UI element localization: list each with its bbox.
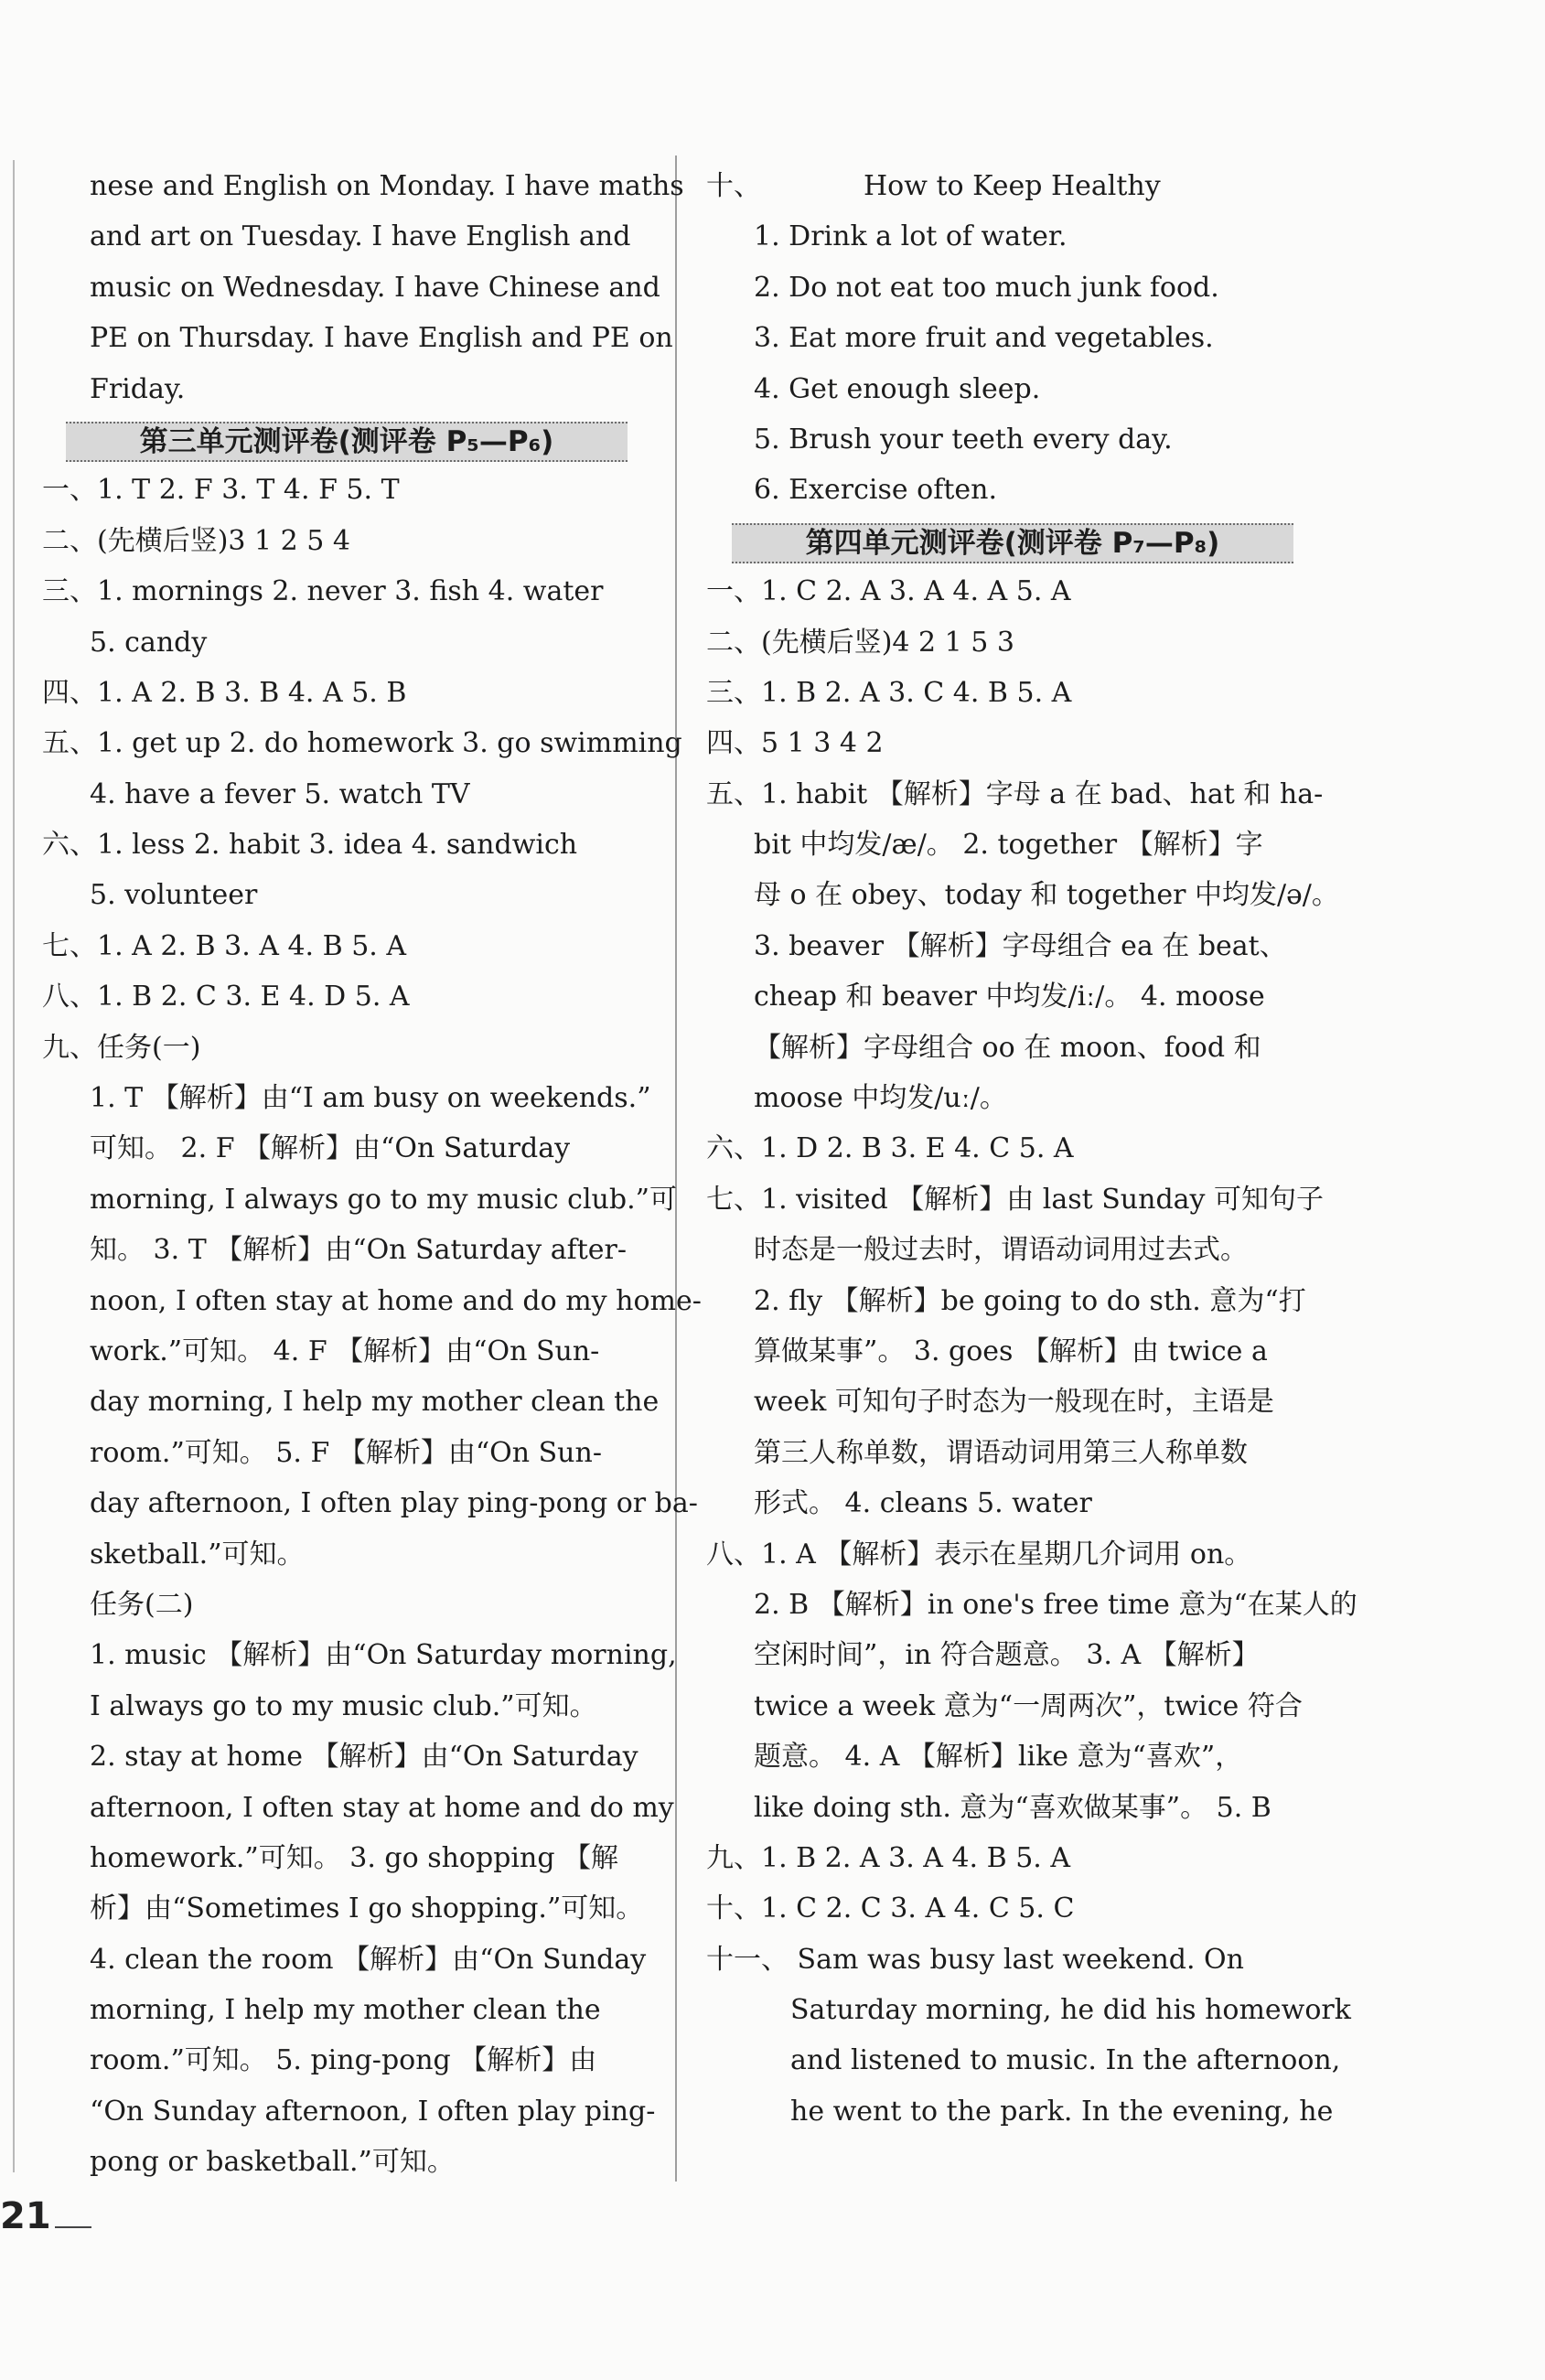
answer-text: and listened to music. In the afternoon, — [790, 2044, 1341, 2077]
answer-line — [42, 617, 657, 668]
answer-text: moose 中均发/uː/。 — [754, 1082, 1007, 1115]
answer-text: week 可知句子时态为一般现在时，主语是 — [754, 1386, 1274, 1419]
answer-text: day afternoon, I often play ping-pong or ba- — [90, 1487, 698, 1520]
answer-text: 八、1. B 2. C 3. E 4. D 5. A — [42, 981, 410, 1013]
answer-text: 【解析】字母组合 oo 在 moon、food 和 — [754, 1031, 1261, 1064]
answer-text: morning, I always go to my music club.”可 — [90, 1183, 677, 1216]
answer-line — [42, 1630, 677, 1680]
section-header: 第四单元测评卷(测评卷 P₇—P₈) — [732, 523, 1293, 563]
answer-text: 时态是一般过去时，谓语动词用过去式。 — [754, 1234, 1248, 1267]
answer-text: 六、1. D 2. B 3. E 4. C 5. A — [706, 1132, 1074, 1165]
answer-line — [42, 1123, 657, 1174]
answer-line — [42, 1783, 674, 1833]
answer-text: 九、1. B 2. A 3. A 4. B 5. A — [706, 1841, 1071, 1874]
answer-line — [42, 465, 657, 515]
answer-line — [42, 1225, 657, 1275]
answer-line — [42, 1883, 657, 1934]
answer-text: room.”可知。 5. F 【解析】由“On Sun- — [90, 1436, 602, 1469]
answer-text: Saturday morning, he did his homework — [790, 1994, 1351, 2027]
answer-text: 空闲时间”，in 符合题意。 3. A 【解析】 — [754, 1639, 1260, 1672]
answer-text: noon, I often stay at home and do my home- — [90, 1284, 702, 1317]
answer-text: 四、5 1 3 4 2 — [706, 727, 884, 760]
answer-line — [42, 313, 673, 363]
answer-text: 一、1. C 2. A 3. A 4. A 5. A — [706, 575, 1071, 608]
answer-text: 知。 3. T 【解析】由“On Saturday after- — [90, 1234, 628, 1267]
answer-text: Friday. — [90, 372, 186, 405]
column-divider — [675, 155, 677, 2182]
answer-text: day morning, I help my mother clean the — [90, 1386, 660, 1419]
answer-line — [42, 1529, 657, 1580]
answer-line — [42, 364, 657, 414]
answer-text: 一、1. T 2. F 3. T 4. F 5. T — [42, 474, 400, 507]
left-margin-rule — [13, 160, 15, 2172]
answer-line — [706, 718, 1328, 768]
answer-text: “On Sunday afternoon, I often play ping- — [90, 2095, 656, 2128]
answer-line — [706, 1529, 1328, 1580]
answer-line — [42, 1478, 698, 1528]
answer-text: 析】由“Sometimes I go shopping.”可知。 — [90, 1892, 644, 1925]
answer-text: 2. Do not eat too much junk food. — [754, 271, 1219, 304]
answer-line — [42, 211, 657, 262]
answer-line — [706, 364, 1328, 414]
answer-line — [42, 1833, 657, 1883]
answer-line — [706, 1681, 1328, 1731]
answer-text: 5. Brush your teeth every day. — [754, 423, 1173, 456]
answer-line — [706, 1023, 1328, 1073]
answer-line — [706, 1833, 1328, 1883]
answer-text: pong or basketball.”可知。 — [90, 2146, 455, 2179]
answer-line — [42, 668, 657, 718]
answer-text: and art on Tuesday. I have English and — [90, 220, 631, 253]
answer-text: 4. clean the room 【解析】由“On Sunday — [90, 1943, 647, 1976]
answer-text: 二、(先横后竖)3 1 2 5 4 — [42, 524, 350, 557]
answer-line — [706, 2035, 1341, 2085]
answer-text: 3. Eat more fruit and vegetables. — [754, 322, 1214, 355]
answer-line — [706, 263, 1328, 313]
answer-text: 题意。 4. A 【解析】like 意为“喜欢”， — [754, 1741, 1243, 1774]
answer-text: 十、1. C 2. C 3. A 4. C 5. C — [706, 1892, 1075, 1925]
answer-line — [706, 2086, 1334, 2137]
answer-line — [706, 820, 1328, 870]
answer-text: homework.”可知。 3. go shopping 【解 — [90, 1841, 619, 1874]
essay-title: How to Keep Healthy — [864, 170, 1161, 202]
answer-text: 可知。 2. F 【解析】由“On Saturday — [90, 1132, 571, 1165]
answer-text: sketball.”可知。 — [90, 1538, 305, 1571]
answer-line — [42, 718, 682, 768]
answer-line — [706, 1985, 1351, 2035]
answer-text: room.”可知。 5. ping-pong 【解析】由 — [90, 2044, 597, 2077]
answer-line — [706, 668, 1328, 718]
answer-line — [706, 870, 1339, 920]
answer-line — [706, 1073, 1328, 1123]
answer-line — [706, 1225, 1328, 1275]
answer-line — [42, 263, 660, 313]
answer-line — [706, 769, 1328, 820]
answer-text: 1. T 【解析】由“I am busy on weekends.” — [90, 1082, 651, 1115]
answer-text: 十、 — [706, 170, 761, 202]
answer-line — [42, 1377, 660, 1427]
answer-line — [42, 1023, 657, 1073]
answer-line — [42, 1326, 657, 1377]
answer-line — [42, 769, 657, 820]
answer-line — [706, 971, 1328, 1022]
answer-line — [706, 1174, 1328, 1225]
answer-text: 三、1. mornings 2. never 3. fish 4. water — [42, 575, 604, 608]
answer-line — [42, 820, 657, 870]
answer-line — [42, 1073, 657, 1123]
answer-text: work.”可知。 4. F 【解析】由“On Sun- — [90, 1335, 600, 1367]
answer-line — [42, 2035, 657, 2085]
answer-line — [42, 566, 657, 616]
answer-text: 6. Exercise often. — [754, 474, 997, 507]
answer-text: I always go to my music club.”可知。 — [90, 1689, 597, 1722]
answer-text: 3. beaver 【解析】字母组合 ea 在 beat、 — [754, 929, 1287, 962]
answer-text: 形式。 4. cleans 5. water — [754, 1487, 1092, 1520]
answer-line — [42, 1985, 657, 2035]
answer-line — [706, 566, 1328, 616]
answer-line — [706, 414, 1328, 465]
section-header-row — [706, 516, 1328, 566]
answer-line — [706, 1428, 1328, 1478]
answer-line — [42, 1174, 677, 1225]
answer-text: 第三人称单数，谓语动词用第三人称单数 — [754, 1436, 1248, 1469]
answer-line — [42, 1731, 657, 1782]
answer-text: 七、1. A 2. B 3. A 4. B 5. A — [42, 929, 407, 962]
answer-line — [706, 1783, 1328, 1833]
answer-line — [42, 2137, 657, 2187]
answer-line — [706, 1580, 1357, 1630]
answer-text: 1. Drink a lot of water. — [754, 220, 1068, 253]
answer-text: 2. fly 【解析】be going to do sth. 意为“打 — [754, 1284, 1306, 1317]
answer-text: nese and English on Monday. I have maths — [90, 170, 684, 202]
answer-line — [42, 1428, 657, 1478]
answer-line — [42, 2086, 657, 2137]
answer-text: 4. Get enough sleep. — [754, 372, 1041, 405]
section-header: 第三单元测评卷(测评卷 P₅—P₆) — [66, 422, 628, 462]
answer-text: 1. music 【解析】由“On Saturday morning, — [90, 1639, 677, 1672]
right-column — [706, 161, 1357, 2137]
answer-line — [706, 617, 1328, 668]
answer-line — [42, 516, 657, 566]
answer-text: 二、(先横后竖)4 2 1 5 3 — [706, 626, 1014, 659]
answer-text: cheap 和 beaver 中均发/iː/。 4. moose — [754, 981, 1265, 1013]
answer-text: 算做某事”。 3. goes 【解析】由 twice a — [754, 1335, 1268, 1367]
answer-text: 五、1. habit 【解析】字母 a 在 bad、hat 和 ha- — [706, 777, 1324, 810]
answer-line — [706, 1377, 1328, 1427]
answer-text: twice a week 意为“一周两次”，twice 符合 — [754, 1689, 1303, 1722]
answer-line — [706, 921, 1328, 971]
page-number: 21 — [0, 2195, 51, 2237]
answer-text: 5. candy — [90, 626, 208, 659]
answer-text: 五、1. get up 2. do homework 3. go swimming — [42, 727, 682, 760]
answer-line — [42, 971, 657, 1022]
answer-line — [42, 1935, 657, 1985]
answer-line — [706, 1935, 1328, 1985]
answer-line — [42, 161, 684, 211]
answer-line — [706, 313, 1328, 363]
answer-line — [706, 161, 1328, 211]
answer-line — [42, 1681, 657, 1731]
answer-text: like doing sth. 意为“喜欢做某事”。 5. B — [754, 1791, 1271, 1824]
page-number-dash — [55, 2226, 91, 2228]
answer-text: 八、1. A 【解析】表示在星期几介词用 on。 — [706, 1538, 1252, 1571]
answer-text: 5. volunteer — [90, 879, 258, 912]
answer-line — [706, 211, 1328, 262]
answer-line — [706, 1276, 1328, 1326]
answer-line — [42, 870, 657, 920]
answer-line — [42, 1276, 702, 1326]
answer-text: 六、1. less 2. habit 3. idea 4. sandwich — [42, 829, 578, 862]
answer-line — [706, 1478, 1328, 1528]
section-header-row — [42, 414, 657, 465]
answer-line — [42, 1580, 657, 1630]
answer-line — [706, 1326, 1328, 1377]
answer-text: afternoon, I often stay at home and do my — [90, 1791, 674, 1824]
answer-line — [42, 921, 657, 971]
answer-text: 三、1. B 2. A 3. C 4. B 5. A — [706, 676, 1072, 709]
answer-text: 九、任务(一) — [42, 1031, 201, 1064]
answer-line — [706, 1123, 1328, 1174]
answer-text: 2. stay at home 【解析】由“On Saturday — [90, 1741, 638, 1774]
answer-text: 四、1. A 2. B 3. B 4. A 5. B — [42, 676, 407, 709]
answer-line — [706, 1630, 1328, 1680]
answer-text: music on Wednesday. I have Chinese and — [90, 271, 660, 304]
answer-line — [706, 465, 1328, 515]
answer-line — [706, 1731, 1328, 1782]
answer-text: 母 o 在 obey、today 和 together 中均发/ə/。 — [754, 879, 1339, 912]
answer-text: bit 中均发/æ/。 2. together 【解析】字 — [754, 829, 1263, 862]
answer-text: 4. have a fever 5. watch TV — [90, 777, 470, 810]
answer-text: PE on Thursday. I have English and PE on — [90, 322, 673, 355]
answer-text: 七、1. visited 【解析】由 last Sunday 可知句子 — [706, 1183, 1325, 1216]
answer-text: he went to the park. In the evening, he — [790, 2095, 1334, 2128]
answer-text: 2. B 【解析】in one's free time 意为“在某人的 — [754, 1588, 1357, 1621]
answer-text: morning, I help my mother clean the — [90, 1994, 601, 2027]
answer-text: 十一、 Sam was busy last weekend. On — [706, 1943, 1244, 1976]
answer-text: 任务(二) — [90, 1588, 194, 1621]
left-column — [42, 161, 702, 2188]
answer-line — [706, 1883, 1328, 1934]
